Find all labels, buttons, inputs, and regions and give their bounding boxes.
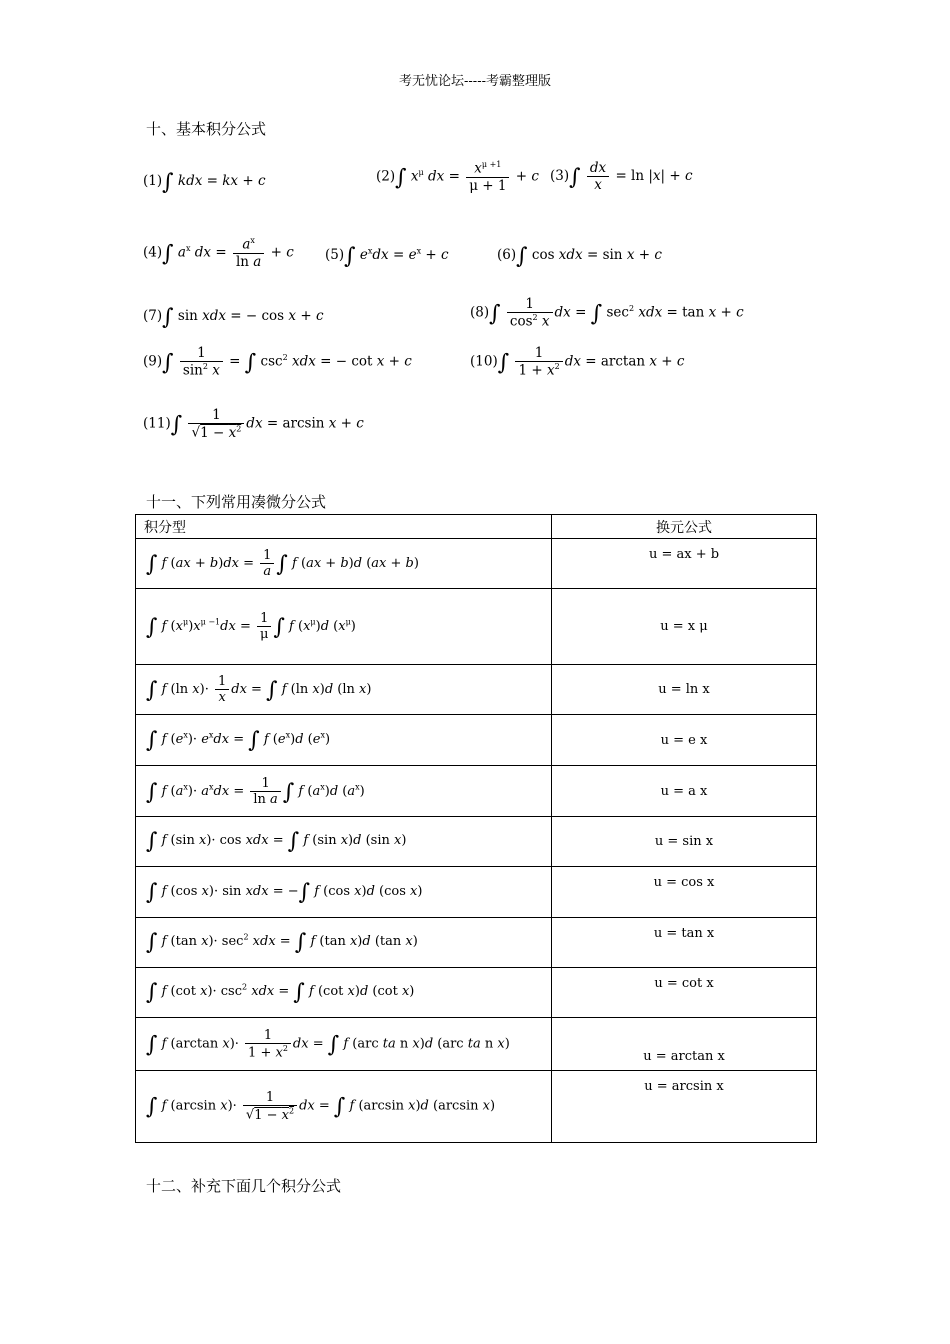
formula-11: (11)∫ $\frac{1}{√1 - x^2}$ dx = arcsin x + c xyxy=(143,407,364,441)
table-row xyxy=(136,968,817,1018)
integral-form: ∫ f $(a^x)\cdot a^xdx$ = $\frac{1}{\text{ln a}}$ ∫ f $(a^x)d$ $(a^x)$ xyxy=(136,766,552,817)
integral-form: ∫ f (ax + b)dx = $\frac{1}{a}$ ∫ f (ax + b)d (ax + b) xyxy=(136,539,552,589)
substitution: u = sin x xyxy=(552,817,817,867)
integral-form: ∫ f $(e^x)\cdot e^xdx$ = ∫ f $(e^x)d$ $(e^x)$ xyxy=(136,715,552,766)
substitution-table xyxy=(135,514,817,1143)
table-row xyxy=(136,1018,817,1071)
formula-8: (8)∫ $\frac{1}{\cos^2 x}$ dx = ∫ $\sec^2$ xdx = tan x + c xyxy=(470,296,744,330)
table-row xyxy=(136,918,817,968)
section-11-title: 十一、下列常用凑微分公式 xyxy=(146,493,327,511)
substitution: u = tan x xyxy=(552,918,817,968)
col-header-integral-type: 积分型 xyxy=(136,515,552,539)
formula-6: (6)∫ cos xdx = sin x + c xyxy=(497,244,662,269)
formula-2: (2)∫ $x^\mu$ dx = $\frac{x^{\mu +1}}{\mu + 1}$ + c xyxy=(376,160,539,194)
integral-form: ∫ f (sin x)· cos xdx = ∫ f (sin x)d (sin x) xyxy=(136,817,552,867)
table-row xyxy=(136,817,817,867)
table-row xyxy=(136,1071,817,1143)
substitution: u = e x xyxy=(552,715,817,766)
integral-form: ∫ f (cot $x)\cdot \csc^2$ xdx = ∫ f (cot x)d (cot x) xyxy=(136,968,552,1018)
integral-form: ∫ f (arcsin x)· $\frac{1}{√1 - x^2}$ dx = ∫ f (arcsin x)d (arcsin x) xyxy=(136,1071,552,1143)
section-10-title: 十、基本积分公式 xyxy=(146,120,267,138)
table-row xyxy=(136,715,817,766)
page-header: 考无忧论坛-----考霸整理版 xyxy=(399,74,551,89)
table-row xyxy=(136,766,817,817)
integral-form: ∫ f (ln x)· $\frac{1}{x}$ dx = ∫ f (ln x)d (ln x) xyxy=(136,665,552,715)
substitution: u = ax + b xyxy=(552,539,817,589)
integral-form: ∫ f (tan $x)\cdot \sec^2$ xdx = ∫ f (tan x)d (tan x) xyxy=(136,918,552,968)
integral-form: ∫ f (arctan x)· $\frac{1}{1 + x^2}$ dx = ∫ f (arc ta n x)d (arc ta n x) xyxy=(136,1018,552,1071)
substitution: u = arctan x xyxy=(552,1018,817,1071)
formula-9: (9)∫ $\frac{1}{\sin^2 x}$ = ∫ $\csc^2$ xdx = − cot x + c xyxy=(143,345,412,379)
formula-5: (5)∫ $e^xdx = e^x + c$ xyxy=(325,244,449,269)
table-row xyxy=(136,539,817,589)
col-header-substitution: 换元公式 xyxy=(552,515,817,539)
substitution: u = ln x xyxy=(552,665,817,715)
substitution: u = cot x xyxy=(552,968,817,1018)
formula-4: (4)∫ $a^x$ dx = $\frac{a^x}{\text{ln a}}$ + c xyxy=(143,236,294,270)
section-12-title: 十二、补充下面几个积分公式 xyxy=(146,1177,342,1195)
formula-10: (10)∫ $\frac{1}{1 + x^2}$ dx = arctan x + c xyxy=(470,345,685,379)
table-row xyxy=(136,867,817,918)
integral-form: ∫ f $(x^\mu)x^{\mu -1}dx$ = $\frac{1}{\mu}$ ∫ f $(x^\mu)d$ $(x^\mu)$ xyxy=(136,589,552,665)
substitution: u = x μ xyxy=(552,589,817,665)
substitution: u = arcsin x xyxy=(552,1071,817,1143)
formula-3: (3)∫ $\frac{dx}{x}$ = ln |x| + c xyxy=(550,160,693,193)
table-row xyxy=(136,589,817,665)
table-row xyxy=(136,665,817,715)
formula-1: (1)∫ kdx = kx + c xyxy=(143,170,266,195)
substitution: u = a x xyxy=(552,766,817,817)
integral-form: ∫ f (cos x)· sin xdx = −∫ f (cos x)d (cos x) xyxy=(136,867,552,918)
substitution: u = cos x xyxy=(552,867,817,918)
formula-7: (7)∫ sin xdx = − cos x + c xyxy=(143,305,324,330)
